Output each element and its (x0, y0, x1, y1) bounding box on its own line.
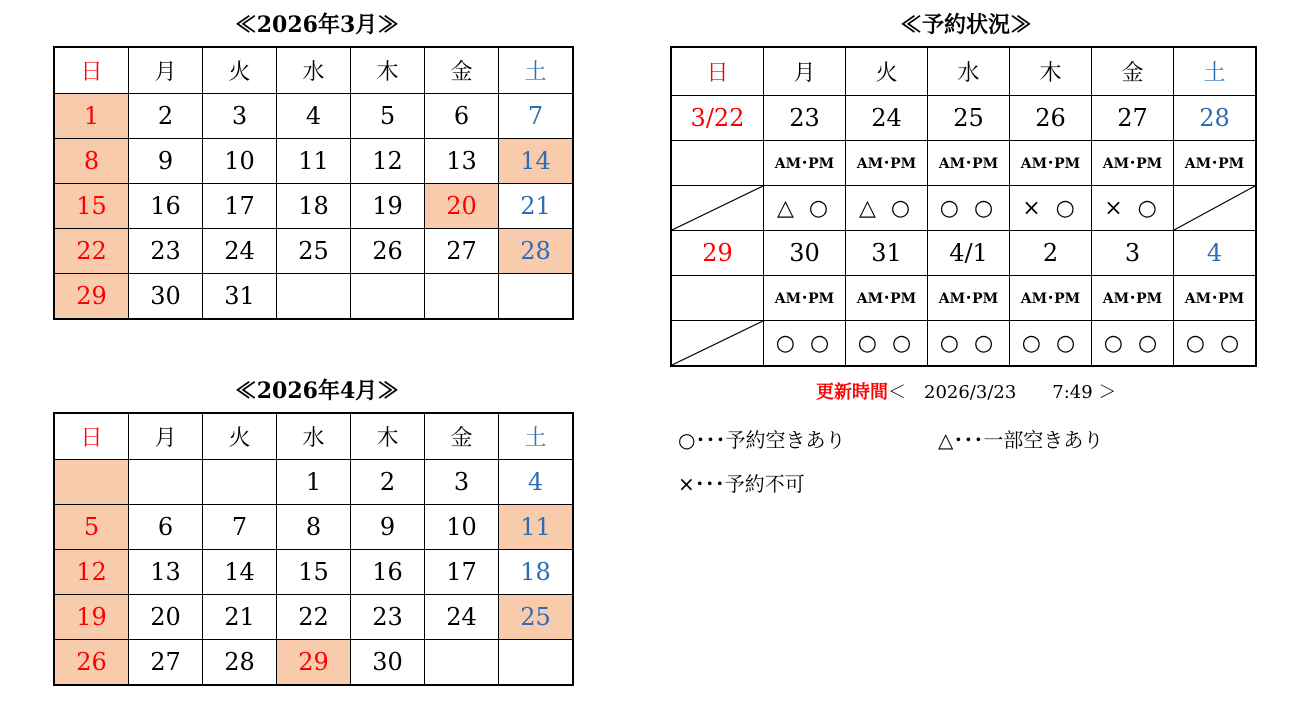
weekday-wed: 水 (928, 47, 1010, 96)
ampm-cell: AM･PM (928, 276, 1010, 321)
weekday-sat: 土 (499, 47, 574, 94)
day-cell: 15 (277, 550, 351, 595)
legend-partial: △･･･一部空きあり (938, 428, 1104, 452)
ampm-row (671, 141, 1256, 186)
date-cell: 27 (1092, 96, 1174, 141)
weekday-fri: 金 (1092, 47, 1174, 96)
ampm-cell: AM･PM (846, 276, 928, 321)
ampm-cell: AM･PM (764, 141, 846, 186)
closed-slash-cell (671, 321, 764, 367)
day-cell (425, 274, 499, 320)
day-cell (499, 274, 574, 320)
day-cell: 13 (129, 550, 203, 595)
day-cell: 7 (203, 505, 277, 550)
day-cell: 11 (277, 139, 351, 184)
day-cell: 7 (499, 94, 574, 139)
day-cell: 28 (203, 640, 277, 686)
day-cell: 3 (425, 460, 499, 505)
legend-unavailable: ×･･･予約不可 (678, 472, 805, 496)
week-row (54, 595, 573, 640)
week-row (54, 184, 573, 229)
march-title: ≪2026年3月≫ (234, 12, 400, 38)
week-row (54, 139, 573, 184)
ampm-cell (671, 276, 764, 321)
day-cell: 9 (351, 505, 425, 550)
day-cell: 9 (129, 139, 203, 184)
weekday-tue: 火 (846, 47, 928, 96)
day-cell: 4 (277, 94, 351, 139)
day-cell: 20 (425, 184, 499, 229)
day-cell: 26 (351, 229, 425, 274)
day-cell: 17 (203, 184, 277, 229)
ampm-cell: AM･PM (1010, 141, 1092, 186)
day-cell: 14 (499, 139, 574, 184)
day-cell: 12 (351, 139, 425, 184)
status-cell: ○ ○ (846, 321, 928, 367)
day-cell: 3 (203, 94, 277, 139)
status-row (671, 321, 1256, 367)
weekday-tue: 火 (203, 47, 277, 94)
day-cell (54, 460, 129, 505)
closed-slash-cell (671, 186, 764, 231)
day-cell: 15 (54, 184, 129, 229)
reservation-table (670, 46, 1257, 367)
status-cell: × ○ (1092, 186, 1174, 231)
ampm-cell: AM･PM (1092, 276, 1174, 321)
ampm-cell (671, 141, 764, 186)
date-cell: 24 (846, 96, 928, 141)
ampm-cell: AM･PM (1010, 276, 1092, 321)
week-row (54, 229, 573, 274)
status-cell: ○ ○ (928, 321, 1010, 367)
status-cell: ○ ○ (1010, 321, 1092, 367)
week-row (54, 94, 573, 139)
weekday-wed: 水 (277, 47, 351, 94)
week-row (54, 550, 573, 595)
weekday-fri: 金 (425, 47, 499, 94)
status-cell: × ○ (1010, 186, 1092, 231)
day-cell: 1 (54, 94, 129, 139)
day-cell: 12 (54, 550, 129, 595)
legend-available: ○･･･予約空きあり (678, 428, 846, 452)
ampm-cell: AM･PM (1092, 141, 1174, 186)
date-cell: 2 (1010, 231, 1092, 276)
date-cell: 28 (1174, 96, 1257, 141)
weekday-sun: 日 (54, 47, 129, 94)
day-cell: 26 (54, 640, 129, 686)
day-cell: 2 (351, 460, 425, 505)
weekday-header (671, 47, 1256, 96)
date-cell: 23 (764, 96, 846, 141)
day-cell: 8 (54, 139, 129, 184)
day-cell: 6 (425, 94, 499, 139)
date-cell: 4 (1174, 231, 1257, 276)
weekday-fri: 金 (425, 413, 499, 460)
april-calendar (53, 412, 574, 686)
day-cell (425, 640, 499, 686)
day-cell: 6 (129, 505, 203, 550)
weekday-thu: 木 (1010, 47, 1092, 96)
april-title: ≪2026年4月≫ (234, 378, 400, 404)
weekday-wed: 水 (277, 413, 351, 460)
day-cell: 24 (203, 229, 277, 274)
update-time-label: 更新時間 (816, 382, 888, 403)
date-cell: 3 (1092, 231, 1174, 276)
day-cell: 22 (277, 595, 351, 640)
day-cell: 31 (203, 274, 277, 320)
day-cell: 1 (277, 460, 351, 505)
week-row (54, 274, 573, 320)
day-cell: 23 (351, 595, 425, 640)
date-cell: 29 (671, 231, 764, 276)
date-cell: 31 (846, 231, 928, 276)
status-cell: ○ ○ (928, 186, 1010, 231)
weekday-sat: 土 (1174, 47, 1257, 96)
day-cell: 23 (129, 229, 203, 274)
status-cell: ○ ○ (764, 321, 846, 367)
day-cell: 19 (351, 184, 425, 229)
status-cell: △ ○ (764, 186, 846, 231)
diagonal-slash-icon (672, 321, 763, 365)
date-cell: 26 (1010, 96, 1092, 141)
day-cell: 8 (277, 505, 351, 550)
day-cell: 25 (277, 229, 351, 274)
status-cell: ○ ○ (1092, 321, 1174, 367)
day-cell: 28 (499, 229, 574, 274)
day-cell: 18 (277, 184, 351, 229)
day-cell: 21 (203, 595, 277, 640)
week-row (54, 460, 573, 505)
week-row (54, 640, 573, 686)
weekday-mon: 月 (764, 47, 846, 96)
day-cell: 27 (129, 640, 203, 686)
day-cell: 30 (129, 274, 203, 320)
closed-slash-cell (1174, 186, 1257, 231)
day-cell: 17 (425, 550, 499, 595)
diagonal-slash-icon (1174, 186, 1255, 230)
date-row (671, 231, 1256, 276)
status-cell: △ ○ (846, 186, 928, 231)
ampm-cell: AM･PM (764, 276, 846, 321)
week-row (54, 505, 573, 550)
weekday-header (54, 47, 573, 94)
reservation-title: ≪予約状況≫ (899, 12, 1032, 38)
day-cell: 30 (351, 640, 425, 686)
day-cell: 18 (499, 550, 574, 595)
date-cell: 3/22 (671, 96, 764, 141)
ampm-row (671, 276, 1256, 321)
day-cell: 16 (351, 550, 425, 595)
status-cell: ○ ○ (1174, 321, 1257, 367)
weekday-sat: 土 (499, 413, 574, 460)
day-cell (351, 274, 425, 320)
weekday-header (54, 413, 573, 460)
day-cell: 24 (425, 595, 499, 640)
day-cell: 11 (499, 505, 574, 550)
ampm-cell: AM･PM (846, 141, 928, 186)
day-cell (277, 274, 351, 320)
update-time (816, 378, 1116, 404)
day-cell (129, 460, 203, 505)
date-cell: 4/1 (928, 231, 1010, 276)
update-time-value: ＜ 2026/3/23 7:49 ＞ (888, 382, 1117, 403)
day-cell: 25 (499, 595, 574, 640)
day-cell: 5 (54, 505, 129, 550)
day-cell: 2 (129, 94, 203, 139)
day-cell: 20 (129, 595, 203, 640)
ampm-cell: AM･PM (1174, 141, 1257, 186)
day-cell: 29 (54, 274, 129, 320)
date-cell: 25 (928, 96, 1010, 141)
day-cell (499, 640, 574, 686)
weekday-sun: 日 (54, 413, 129, 460)
date-cell: 30 (764, 231, 846, 276)
diagonal-slash-icon (672, 186, 763, 230)
day-cell: 19 (54, 595, 129, 640)
day-cell: 4 (499, 460, 574, 505)
ampm-cell: AM･PM (1174, 276, 1257, 321)
weekday-thu: 木 (351, 413, 425, 460)
day-cell: 5 (351, 94, 425, 139)
weekday-sun: 日 (671, 47, 764, 96)
day-cell: 10 (425, 505, 499, 550)
date-row (671, 96, 1256, 141)
day-cell: 13 (425, 139, 499, 184)
ampm-cell: AM･PM (928, 141, 1010, 186)
day-cell: 29 (277, 640, 351, 686)
day-cell: 14 (203, 550, 277, 595)
weekday-mon: 月 (129, 47, 203, 94)
day-cell: 27 (425, 229, 499, 274)
march-calendar (53, 46, 574, 320)
day-cell: 21 (499, 184, 574, 229)
day-cell: 10 (203, 139, 277, 184)
day-cell: 16 (129, 184, 203, 229)
status-row (671, 186, 1256, 231)
day-cell (203, 460, 277, 505)
day-cell: 22 (54, 229, 129, 274)
weekday-thu: 木 (351, 47, 425, 94)
weekday-mon: 月 (129, 413, 203, 460)
weekday-tue: 火 (203, 413, 277, 460)
